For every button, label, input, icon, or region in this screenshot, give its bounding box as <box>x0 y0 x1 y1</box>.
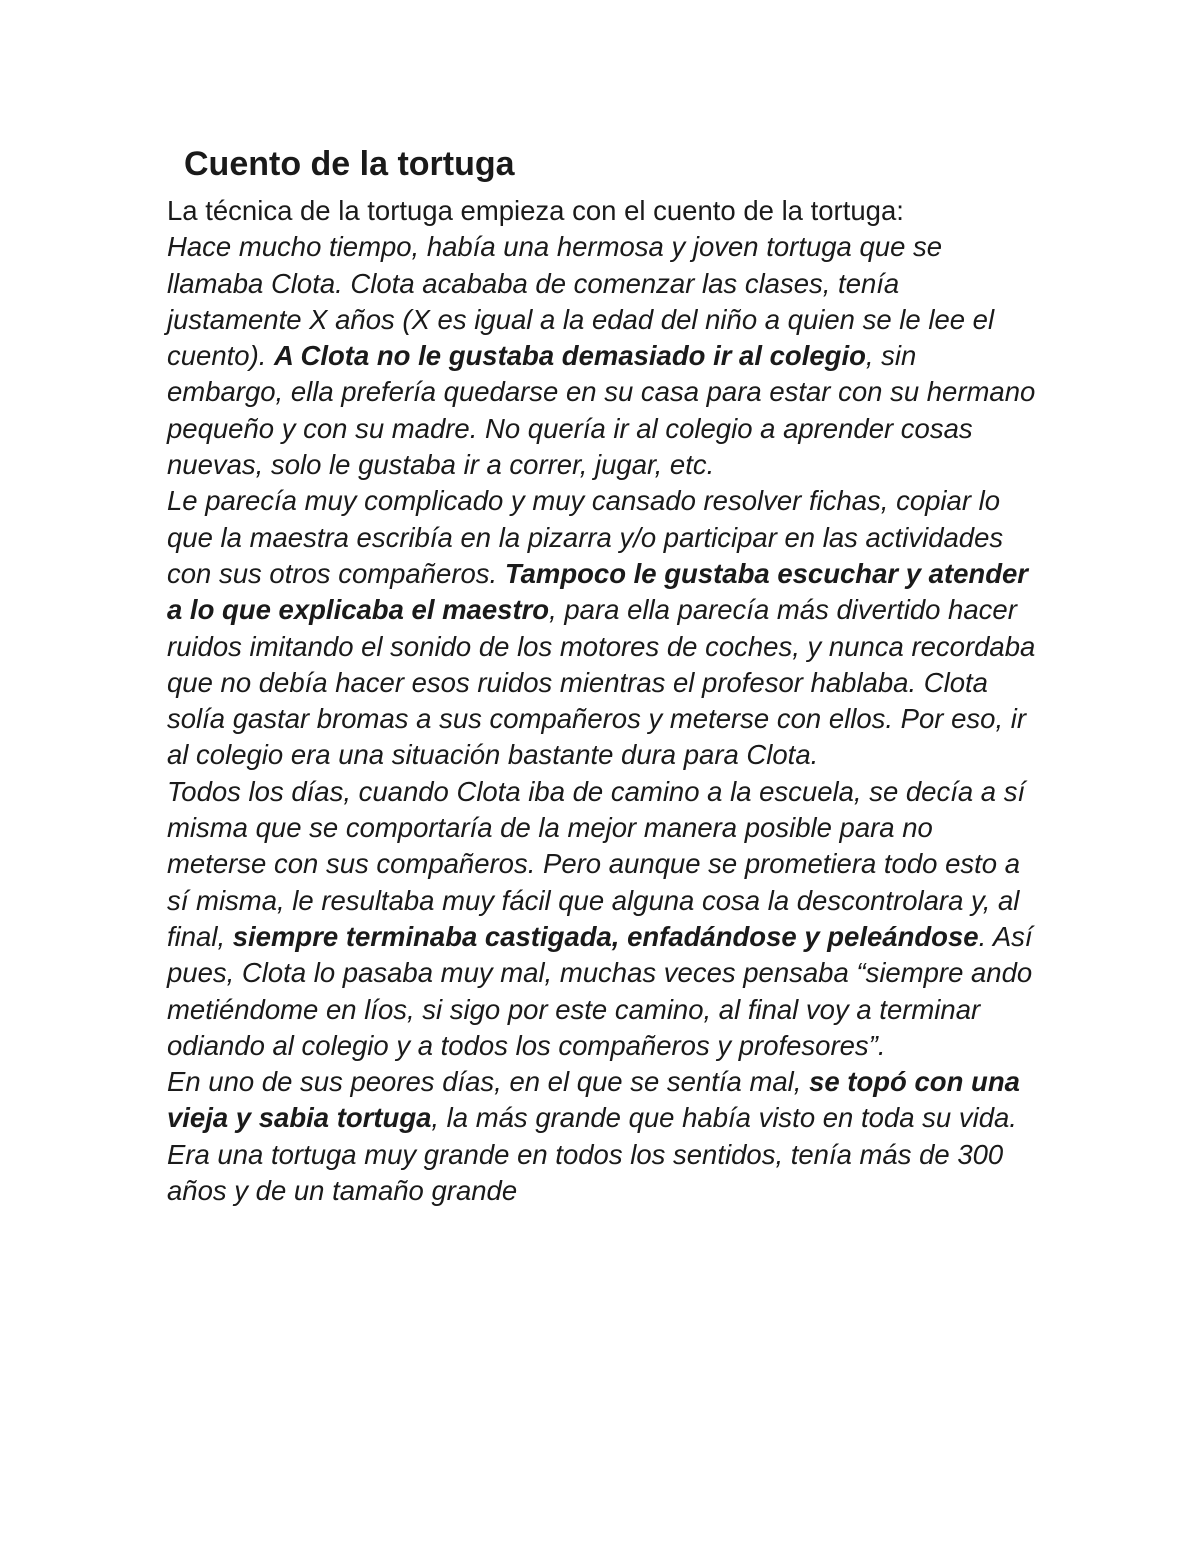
document-body <box>167 193 1037 1209</box>
story-paragraph-4 <box>167 1064 1037 1209</box>
text-run: , sin embargo, ella prefería quedarse en su casa para estar con su hermano pequeño y con su madre. No quería ir al colegio a aprender cosas nuevas, solo le gustaba ir a correr, jugar, etc. <box>167 340 1036 481</box>
story-paragraph-1 <box>167 229 1037 483</box>
emphasis-run: A Clota no le gustaba demasiado ir al colegio <box>274 340 866 372</box>
story-paragraph-3 <box>167 774 1037 1064</box>
story-paragraph-2 <box>167 483 1037 773</box>
intro-paragraph: La técnica de la tortuga empieza con el cuento de la tortuga: <box>167 195 904 226</box>
text-run: , la más grande que había visto en toda su vida. Era una tortuga muy grande en todos los sentidos, tenía más de 300 años y de un tamaño grande <box>167 1102 1017 1207</box>
emphasis-run: siempre terminaba castigada, enfadándose y peleándose <box>232 920 979 952</box>
text-run: Le parecía muy complicado y muy cansado resolver fichas, copiar lo que la maestra escribía en la pizarra y/o participar en las actividades con sus otros compañeros. <box>167 485 1004 589</box>
text-run: . Así pues, Clota lo pasaba muy mal, muchas veces pensaba “siempre ando metiéndome en líos, si sigo por este camino, al final voy a terminar odiando al colegio y a todos los compañeros y profesores”. <box>167 920 1033 1061</box>
emphasis-run: se topó con una vieja y sabia tortuga <box>167 1066 1020 1134</box>
text-run: Hace mucho tiempo, había una hermosa y joven tortuga que se llamaba Clota. Clota acababa de comenzar las clases, tenía justamente X años (X es igual a la edad del niño a quien se le lee el cuento). <box>167 231 995 372</box>
text-run: , para ella parecía más divertido hacer ruidos imitando el sonido de los motores de coches, y nunca recordaba que no debía hacer esos ruidos mientras el profesor hablaba. Clota solía gastar bromas a sus compañeros y meterse con ellos. Por eso, ir al colegio era una situación bastante dura para Clota. <box>167 594 1036 771</box>
text-run: Todos los días, cuando Clota iba de camino a la escuela, se decía a sí misma que se comportaría de la mejor manera posible para no meterse con sus compañeros. Pero aunque se prometiera todo esto a sí misma, le resultaba muy fácil que alguna cosa la descontrolara y, al final, <box>167 775 1026 952</box>
document-title: Cuento de la tortuga <box>184 145 515 183</box>
emphasis-run: Tampoco le gustaba escuchar y atender a lo que explicaba el maestro <box>167 557 1028 626</box>
text-run: En uno de sus peores días, en el que se sentía mal, <box>167 1066 810 1098</box>
